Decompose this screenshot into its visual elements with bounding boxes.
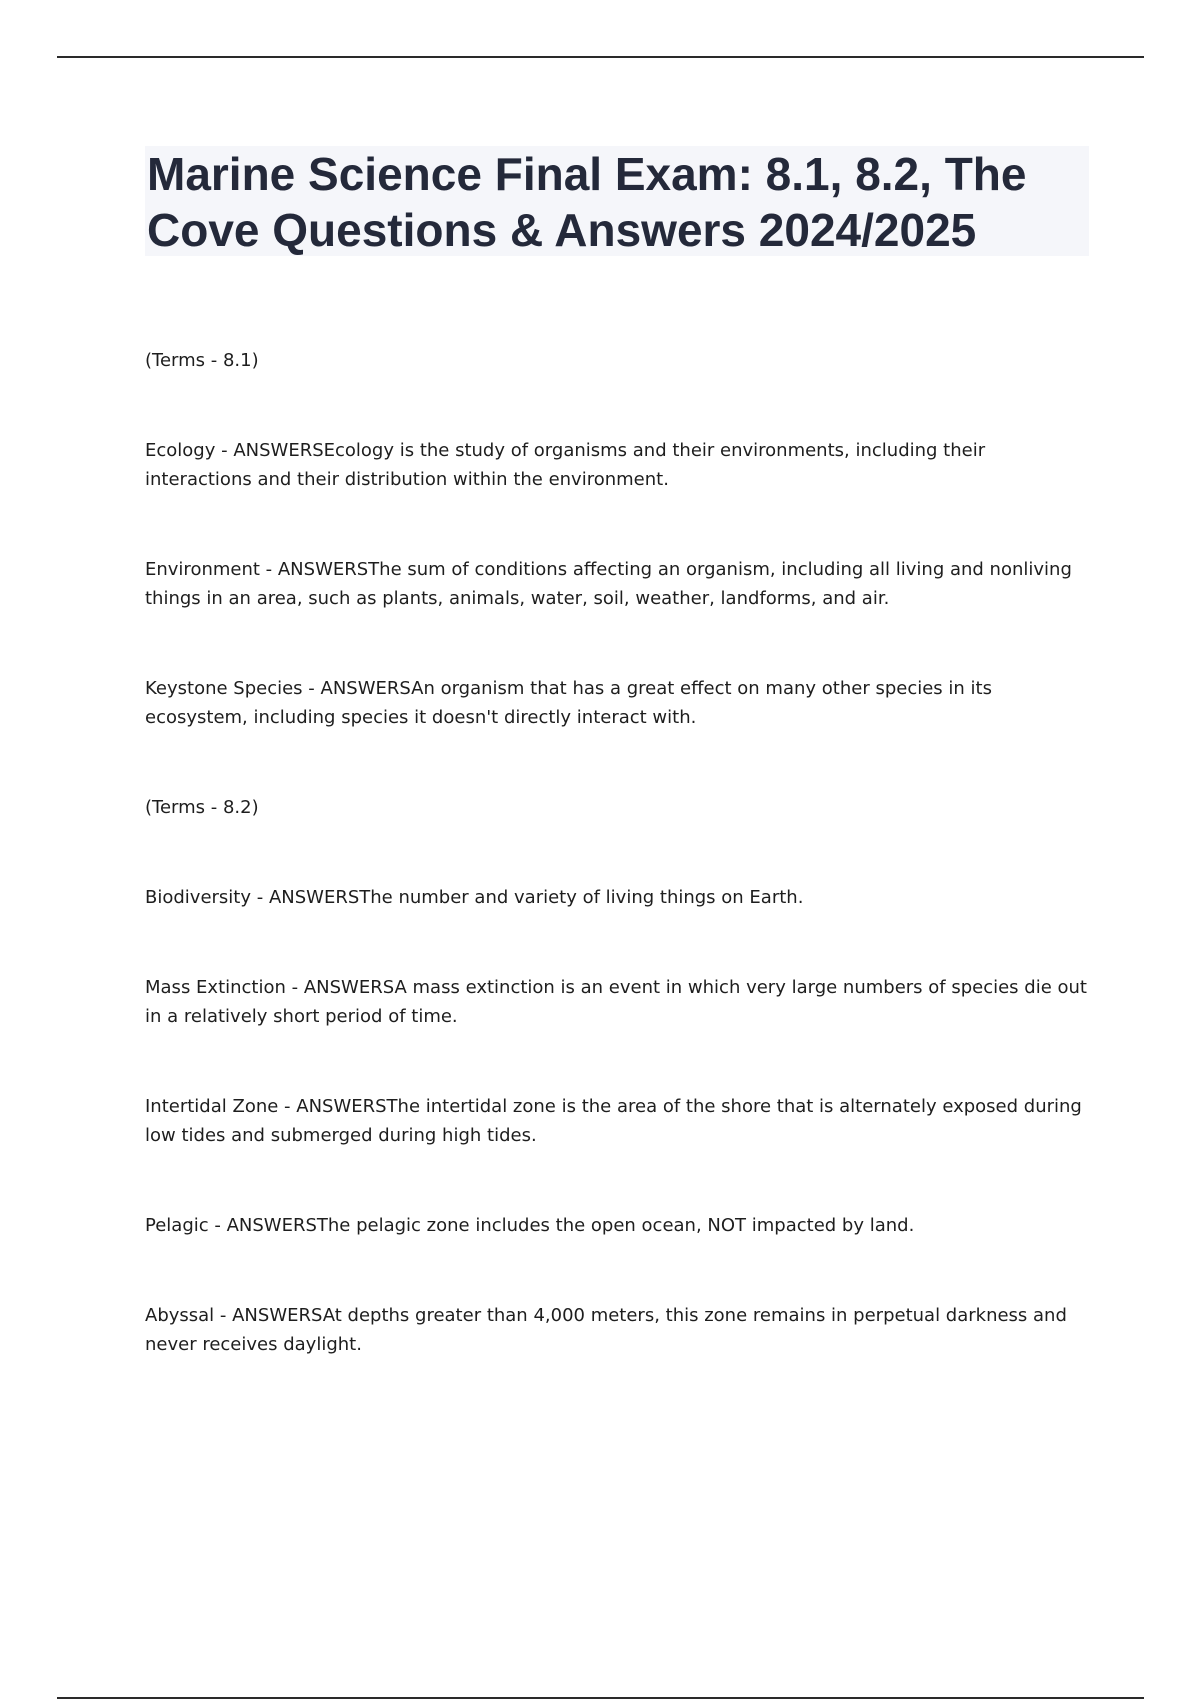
title-box: [145, 146, 1089, 256]
terms-content: [145, 346, 1095, 1359]
term-abyssal: Abyssal - ANSWERSAt depths greater than 4,000 meters, this zone remains in perpetual darkness and never receives daylight.: [145, 1305, 1067, 1355]
term-ecology: Ecology - ANSWERSEcology is the study of organisms and their environments, including their interactions and their distribution within the environment.: [145, 440, 986, 490]
term-intertidal-zone: Intertidal Zone - ANSWERSThe intertidal zone is the area of the shore that is alternately exposed during low tides and submerged during high tides.: [145, 1096, 1082, 1146]
term-keystone-species: Keystone Species - ANSWERSAn organism that has a great effect on many other species in its ecosystem, including species it doesn't directly interact with.: [145, 678, 992, 728]
section-heading-terms-8-1: (Terms - 8.1): [145, 350, 259, 371]
top-rule: [57, 56, 1144, 58]
term-biodiversity: Biodiversity - ANSWERSThe number and variety of living things on Earth.: [145, 887, 804, 908]
document-title: Marine Science Final Exam: 8.1, 8.2, The Cove Questions & Answers 2024/2025: [147, 148, 1027, 256]
section-heading-terms-8-2: (Terms - 8.2): [145, 797, 259, 818]
term-environment: Environment - ANSWERSThe sum of conditions affecting an organism, including all living and nonliving things in an area, such as plants, animals, water, soil, weather, landforms, and air.: [145, 559, 1072, 609]
bottom-rule: [57, 1697, 1144, 1699]
term-pelagic: Pelagic - ANSWERSThe pelagic zone includes the open ocean, NOT impacted by land.: [145, 1215, 915, 1236]
term-mass-extinction: Mass Extinction - ANSWERSA mass extinction is an event in which very large numbers of species die out in a relatively short period of time.: [145, 977, 1087, 1027]
